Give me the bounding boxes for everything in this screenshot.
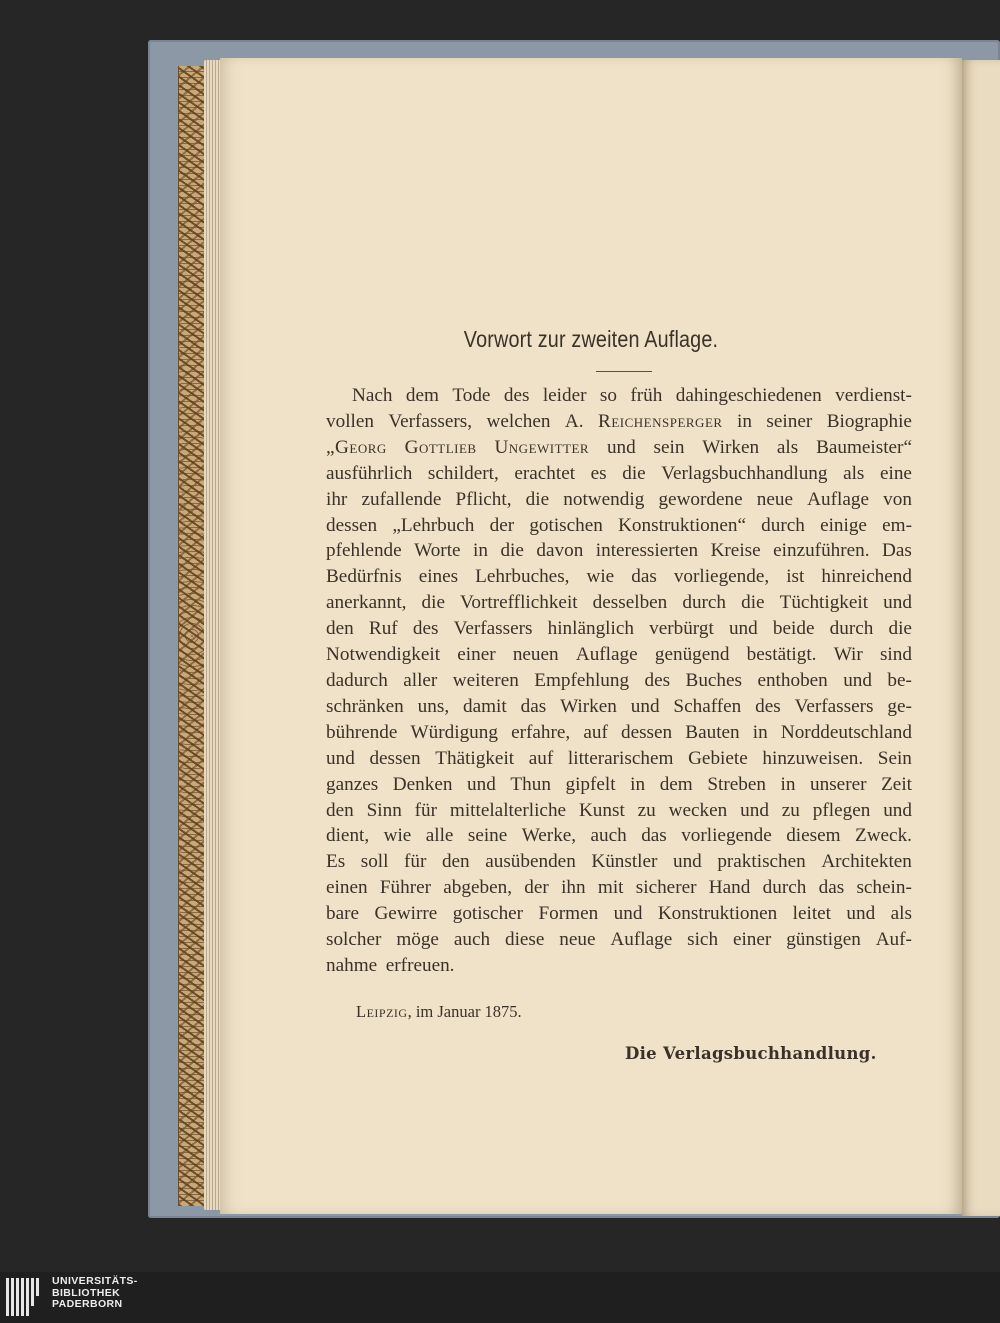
word: alle (425, 825, 454, 847)
word: zu (781, 799, 800, 821)
word: Würdigung (410, 721, 498, 743)
word: das (631, 566, 657, 588)
word: den (441, 851, 470, 873)
text-line (326, 461, 912, 487)
word: gewordene (658, 488, 743, 510)
word: Thun (510, 773, 551, 795)
next-page-edge (962, 60, 1000, 1216)
word: schein- (856, 877, 912, 899)
word: dient, (326, 825, 370, 847)
word: das (520, 695, 547, 717)
word: Werke, (521, 825, 577, 847)
word: hinreichend (821, 566, 912, 588)
word: sicherer (635, 877, 697, 899)
word: das (818, 877, 845, 899)
word: Wirken (702, 436, 760, 458)
word: für (414, 799, 438, 821)
word: durch (762, 877, 807, 899)
word: und (846, 903, 876, 925)
word: „Georg (326, 436, 387, 458)
word: Kreise (710, 540, 761, 562)
word: in (780, 773, 796, 795)
text-line (326, 590, 912, 616)
logo-bar (26, 1278, 29, 1316)
word: wie (383, 825, 412, 847)
word: Formen (538, 903, 599, 925)
word: der (524, 877, 549, 899)
word: diese (504, 929, 545, 951)
word: auch (590, 825, 627, 847)
word: die (525, 488, 550, 510)
word: schildert, (427, 462, 499, 484)
word: dem (405, 385, 439, 406)
word: durch (829, 618, 874, 640)
text-line (326, 694, 912, 720)
word: mit (597, 877, 624, 899)
word: und (883, 592, 912, 614)
word: als (776, 436, 799, 458)
word: verbürgt (649, 618, 714, 640)
logo-bar (16, 1278, 19, 1316)
word: Architekten (821, 851, 912, 873)
word: Wirken (560, 695, 617, 717)
word: in (473, 540, 488, 562)
word: neue (559, 929, 596, 951)
word: gotischen (529, 514, 603, 536)
word: erfreuen. (385, 954, 455, 976)
word: ihr (326, 488, 348, 510)
word: diesem (786, 825, 841, 847)
dateline (356, 1002, 522, 1022)
word: Gottlieb (404, 436, 477, 458)
word: und (883, 799, 912, 821)
word: zu (637, 799, 656, 821)
library-name (52, 1276, 138, 1311)
word: welchen (486, 410, 551, 432)
word: neue (756, 488, 794, 510)
word: wie (586, 566, 615, 588)
logo-bar (11, 1278, 14, 1316)
word: gotischer (452, 903, 524, 925)
word: ganzes (326, 773, 379, 795)
word: Biographie (826, 410, 912, 432)
word: leitet (792, 903, 831, 925)
word: aller (403, 669, 438, 691)
word: wecken (668, 799, 728, 821)
word: abgeben, (443, 877, 513, 899)
word: Tüchtigkeit (779, 592, 869, 614)
word: uns, (417, 695, 450, 717)
word: die (421, 592, 445, 614)
word: Hand (708, 877, 751, 899)
word: eines (418, 566, 459, 588)
word: die (500, 540, 524, 562)
word: Ruf (368, 618, 398, 640)
word: Buches (685, 669, 743, 691)
word: sich (687, 929, 719, 951)
word: einen (326, 877, 368, 899)
preface-paragraph (326, 383, 912, 979)
text-line (326, 383, 912, 409)
word: ausführlich (326, 462, 413, 484)
word: vollen (326, 410, 374, 432)
word: Norddeutschland (780, 721, 912, 743)
word: einer (457, 644, 496, 666)
word: und (843, 669, 872, 691)
word: Worte (414, 540, 461, 562)
word: mittelalterliche (449, 799, 567, 821)
word: auf (528, 747, 554, 769)
word: die (741, 592, 765, 614)
word: ge- (887, 695, 912, 717)
logo-bar (6, 1278, 9, 1316)
word: und (728, 618, 758, 640)
logo-bar (21, 1278, 24, 1316)
library-logo-icon (6, 1278, 42, 1316)
word: Das (882, 540, 912, 562)
word: seine (467, 825, 508, 847)
text-line (326, 564, 912, 590)
word: und (740, 799, 769, 821)
word: neuen (512, 644, 559, 666)
word: und (672, 851, 702, 873)
text-line (326, 875, 912, 901)
word: leider (542, 385, 587, 406)
word: Pflicht, (455, 488, 512, 510)
word: einzuführen. (773, 540, 870, 562)
word: dessen (326, 514, 378, 536)
text-line (326, 720, 912, 746)
book-page (220, 58, 962, 1214)
word: bührende (326, 721, 398, 743)
text-line (326, 798, 912, 824)
word: be- (887, 669, 912, 691)
word: anerkannt, (326, 592, 407, 614)
text-line (326, 927, 912, 953)
word: litterarischem (567, 747, 674, 769)
word: und (606, 436, 636, 458)
word: und (630, 695, 660, 717)
word: Gewirre (374, 903, 438, 925)
word: einer (732, 929, 772, 951)
text-line (326, 616, 912, 642)
text-line (326, 849, 912, 875)
word: davon (536, 540, 584, 562)
word: vorliegende (681, 825, 772, 847)
publisher-signature: Die Verlagsbuchhandlung. (625, 1044, 877, 1063)
word: pfehlende (326, 540, 402, 562)
word: Verfassers (794, 695, 874, 717)
word: notwendig (563, 488, 645, 510)
word: Auflage (610, 929, 673, 951)
word: des (412, 618, 439, 640)
word: praktischen (717, 851, 806, 873)
logo-bar (31, 1278, 34, 1306)
text-line (326, 409, 912, 435)
word: Verlagsbuchhandlung (661, 462, 828, 484)
word: Thätigkeit (435, 747, 515, 769)
word: in (630, 773, 646, 795)
word: A. (564, 410, 584, 432)
word: verdienst- (835, 385, 912, 406)
word: der (489, 514, 515, 536)
text-line (326, 901, 912, 927)
word: und (613, 903, 643, 925)
word: den (326, 799, 354, 821)
word: eine (879, 462, 912, 484)
word: möge (396, 929, 439, 951)
word: Empfehlung (534, 669, 630, 691)
word: früh (630, 385, 663, 406)
word: Wir (833, 644, 863, 666)
word: hinzuweisen. (762, 747, 864, 769)
word: erachtet (514, 462, 576, 484)
word: Schaffen (673, 695, 742, 717)
word: in (737, 410, 752, 432)
text-line (326, 668, 912, 694)
word: Führer (379, 877, 431, 899)
text-line (326, 642, 912, 668)
word: genügend (654, 644, 730, 666)
word: dessen (369, 747, 421, 769)
title-rule (596, 371, 652, 372)
word: Verfassers (453, 618, 533, 640)
text-line (326, 435, 912, 461)
word: dem (659, 773, 693, 795)
word: so (599, 385, 617, 406)
text-line (326, 772, 912, 798)
word: die (888, 618, 912, 640)
word: dahingeschiedenen (675, 385, 822, 406)
word: em- (882, 514, 912, 536)
word: dessen (620, 721, 673, 743)
word: ihn (561, 877, 586, 899)
word: Sinn (366, 799, 402, 821)
word: Gebiete (688, 747, 748, 769)
word: solcher (326, 929, 382, 951)
word: seiner (766, 410, 813, 432)
library-footer (0, 1272, 1000, 1323)
word: auch (453, 929, 491, 951)
word: Bedürfnis (326, 566, 402, 588)
word: einige (820, 514, 867, 536)
word: Auf- (875, 929, 912, 951)
word: sind (879, 644, 912, 666)
word: des (503, 385, 530, 406)
logo-bar (36, 1278, 39, 1296)
library-name-line: PADERBORN (52, 1298, 123, 1310)
word: Bauten (685, 721, 740, 743)
word: es (590, 462, 607, 484)
word: für (404, 851, 427, 873)
word: desselben (592, 592, 668, 614)
word: günstigen (786, 929, 861, 951)
word: zufallende (361, 488, 442, 510)
word: auf (583, 721, 608, 743)
word: Konstruktionen (657, 903, 778, 925)
word: Nach (352, 385, 393, 406)
word: des (644, 669, 671, 691)
word: als (843, 462, 865, 484)
word: Notwendigkeit (326, 644, 441, 666)
word: vorliegende, (673, 566, 770, 588)
word: schränken (326, 695, 404, 717)
word: Reichensperger (598, 410, 723, 432)
text-line (326, 513, 912, 539)
word: ausübenden (485, 851, 576, 873)
word: Baumeister“ (816, 436, 912, 458)
word: Konstruktionen“ (618, 514, 746, 536)
word: Ungewitter (494, 436, 590, 458)
word: Denken (392, 773, 453, 795)
word: durch (682, 592, 727, 614)
word: interessierten (595, 540, 699, 562)
dateline-place: Leipzig (356, 1002, 408, 1021)
word: „Lehrbuch (392, 514, 475, 536)
marbled-endpaper (178, 66, 206, 1206)
word: enthoben (757, 669, 828, 691)
word: und (326, 747, 355, 769)
word: Zeit (881, 773, 912, 795)
word: den (326, 618, 354, 640)
word: Streben (707, 773, 766, 795)
text-line (326, 823, 912, 849)
word: das (641, 825, 667, 847)
word: und (467, 773, 496, 795)
word: erfahre, (511, 721, 571, 743)
word: nahme (326, 954, 378, 976)
word: ist (786, 566, 805, 588)
library-name-line: BIBLIOTHEK (52, 1286, 121, 1299)
text-line (326, 746, 912, 772)
word: unserer (810, 773, 867, 795)
text-line (326, 538, 912, 564)
word: sein (653, 436, 685, 458)
page-title: Vorwort zur zweiten Auflage. (463, 326, 719, 352)
word: dadurch (326, 669, 388, 691)
word: von (883, 488, 912, 510)
library-name-line: UNIVERSITÄTS- (52, 1275, 138, 1287)
word: Auflage (807, 488, 869, 510)
word: die (622, 462, 646, 484)
text-line (326, 953, 912, 979)
word: Künstler (591, 851, 658, 873)
word: durch (761, 514, 805, 536)
word: bestätigt. (746, 644, 817, 666)
word: als (890, 903, 912, 925)
word: pflegen (812, 799, 871, 821)
word: Sein (877, 747, 912, 769)
word: Zweck. (854, 825, 912, 847)
word: Es (326, 851, 346, 873)
word: Tode (452, 385, 491, 406)
word: Verfassers, (388, 410, 473, 432)
word: bare (326, 903, 360, 925)
word: soll (360, 851, 389, 873)
word: des (755, 695, 781, 717)
word: Auflage (575, 644, 638, 666)
word: damit (463, 695, 507, 717)
word: beide (772, 618, 815, 640)
word: Kunst (578, 799, 625, 821)
word: Lehrbuches, (475, 566, 570, 588)
word: Vortrefflichkeit (460, 592, 578, 614)
dateline-date: , im Januar 1875. (407, 1002, 522, 1021)
word: weiteren (452, 669, 519, 691)
word: gipfelt (565, 773, 616, 795)
word: hinlänglich (547, 618, 634, 640)
word: in (752, 721, 768, 743)
text-line (326, 487, 912, 513)
